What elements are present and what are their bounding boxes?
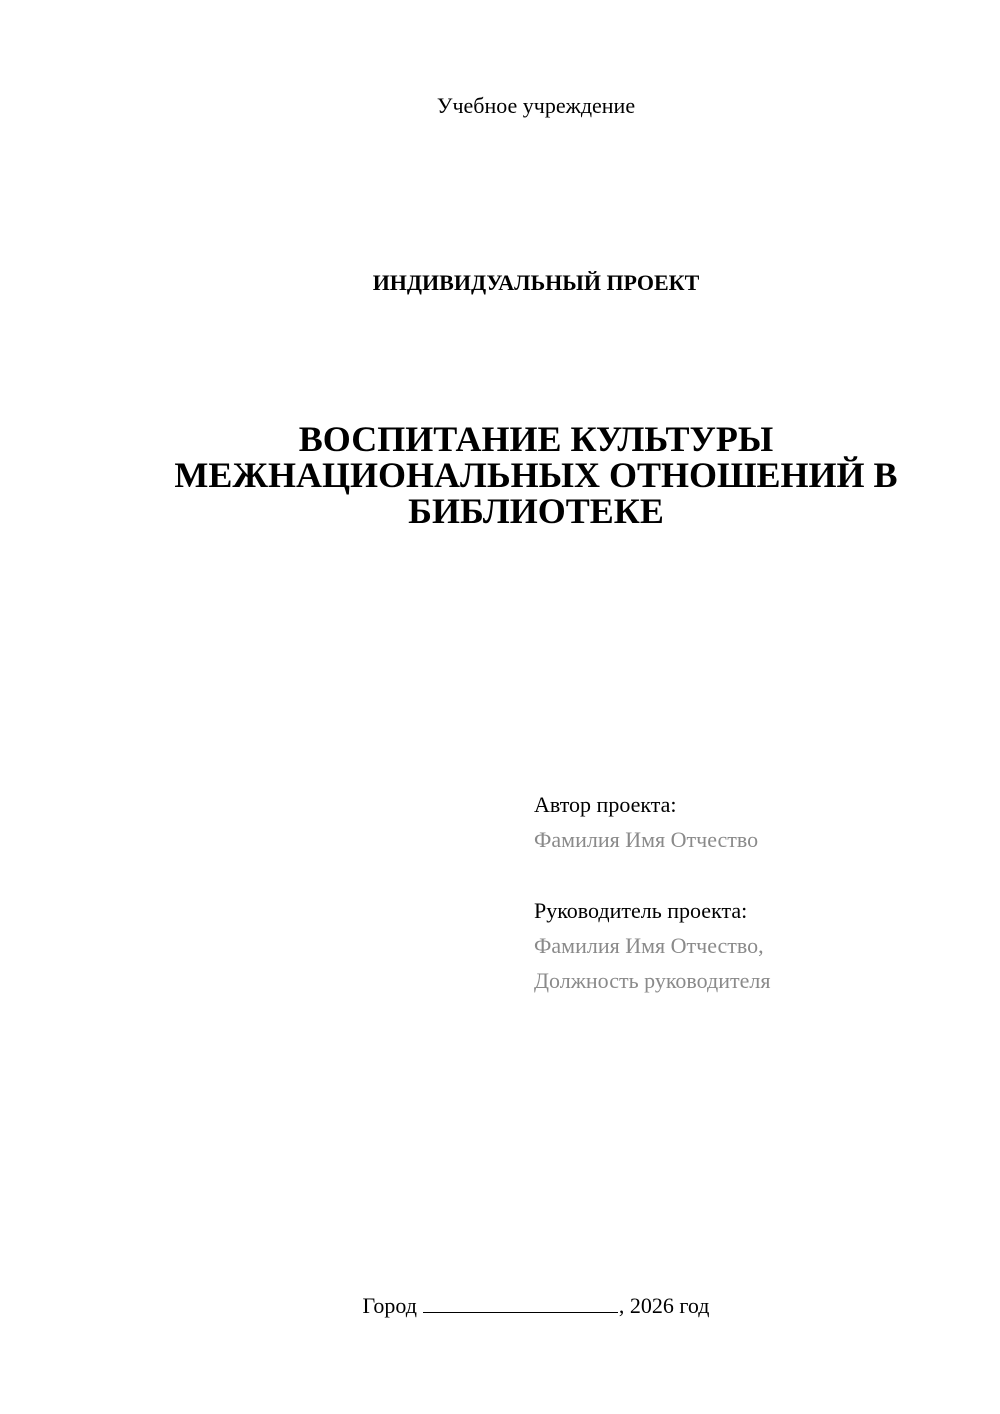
city-blank-line (423, 1290, 618, 1313)
supervisor-position: Должность руководителя (534, 968, 771, 993)
project-title-line: МЕЖНАЦИОНАЛЬНЫХ ОТНОШЕНИЙ В (174, 455, 898, 495)
city-label: Город (362, 1293, 417, 1318)
author-block (534, 787, 974, 857)
supervisor-label: Руководитель проекта: (534, 898, 748, 923)
institution-name: Учебное учреждение (436, 93, 636, 118)
supervisor-block (534, 893, 974, 998)
year-text: , 2026 год (618, 1293, 710, 1318)
project-title (140, 421, 932, 529)
author-label: Автор проекта: (534, 792, 677, 817)
author-name: Фамилия Имя Отчество (534, 827, 759, 852)
project-title-line: БИБЛИОТЕКЕ (408, 491, 664, 531)
supervisor-name: Фамилия Имя Отчество, (534, 933, 764, 958)
city-year-line (0, 1290, 1000, 1320)
project-title-line: ВОСПИТАНИЕ КУЛЬТУРЫ (298, 419, 774, 459)
document-type: ИНДИВИДУАЛЬНЫЙ ПРОЕКТ (372, 270, 700, 295)
